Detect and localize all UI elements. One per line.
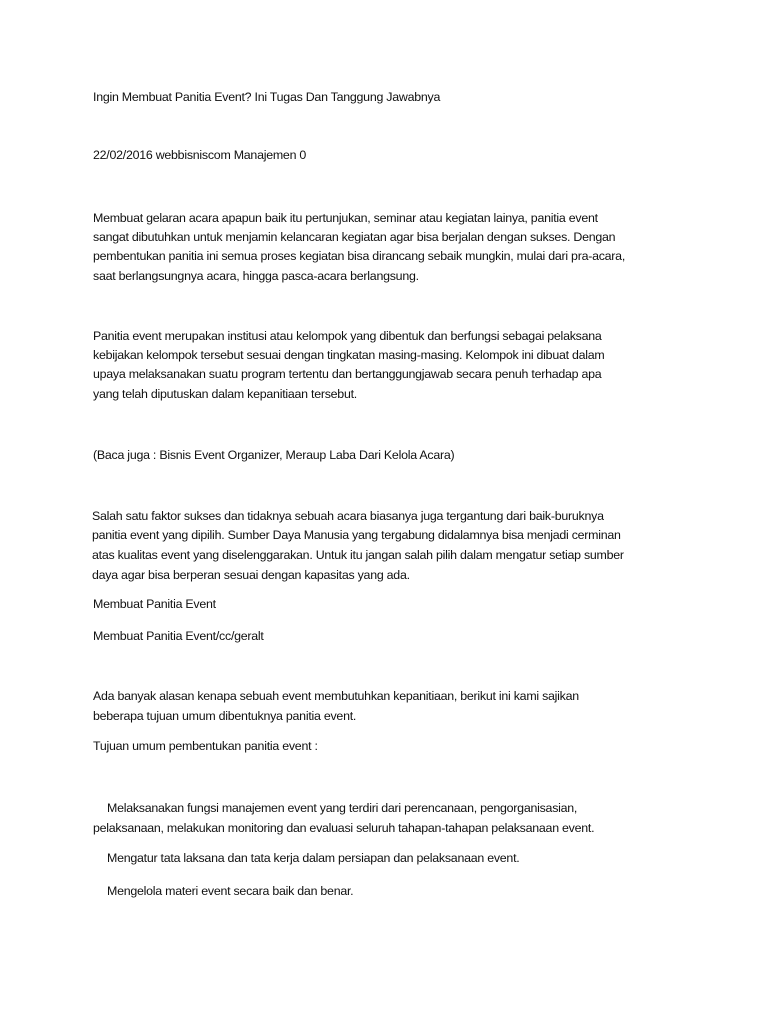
text-line: Salah satu faktor sukses dan tidaknya sebuah acara biasanya juga tergantung dari baik-buruknya bbox=[92, 509, 604, 523]
text-line: yang telah diputuskan dalam kepanitiaan tersebut. bbox=[93, 387, 357, 401]
text-line: kebijakan kelompok tersebut sesuai dengan tingkatan masing-masing. Kelompok ini dibuat dalam bbox=[93, 348, 605, 362]
text-line: Mengelola materi event secara baik dan benar. bbox=[107, 884, 354, 898]
text-line: daya agar bisa berperan sesuai dengan kapasitas yang ada. bbox=[92, 568, 410, 582]
text-line: Mengatur tata laksana dan tata kerja dalam persiapan dan pelaksanaan event. bbox=[107, 851, 520, 865]
text-line: Panitia event merupakan institusi atau kelompok yang dibentuk dan berfungsi sebagai pelaksana bbox=[93, 329, 602, 343]
text-line: saat berlangsungnya acara, hingga pasca-acara berlangsung. bbox=[93, 269, 419, 283]
text-line: beberapa tujuan umum dibentuknya panitia event. bbox=[93, 709, 357, 723]
see-also-note: (Baca juga : Bisnis Event Organizer, Meraup Laba Dari Kelola Acara) bbox=[93, 448, 455, 462]
text-line: Ada banyak alasan kenapa sebuah event membutuhkan kepanitiaan, berikut ini kami sajikan bbox=[93, 689, 579, 703]
text-line: atas kualitas event yang diselenggarakan. Untuk itu jangan salah pilih dalam mengatur setiap sumber bbox=[92, 548, 624, 562]
text-line: Melaksanakan fungsi manajemen event yang terdiri dari perencanaan, pengorganisasian, bbox=[107, 801, 578, 815]
image-caption: Membuat Panitia Event/cc/geralt bbox=[93, 629, 264, 643]
text-line: upaya melaksanakan suatu program tertentu dan bertanggungjawab secara penuh terhadap apa bbox=[93, 367, 602, 381]
text-line: sangat dibutuhkan untuk menjamin kelancaran kegiatan agar bisa berjalan dengan sukses. Dengan bbox=[93, 230, 616, 244]
list-heading: Tujuan umum pembentukan panitia event : bbox=[93, 739, 318, 753]
text-line: pelaksanaan, melakukan monitoring dan evaluasi seluruh tahapan-tahapan pelaksanaan event. bbox=[93, 821, 595, 835]
text-line: Membuat gelaran acara apapun baik itu pertunjukan, seminar atau kegiatan lainya, panitia event bbox=[93, 211, 598, 225]
text-line: pembentukan panitia ini semua proses kegiatan bisa dirancang sebaik mungkin, mulai dari pra-acara, bbox=[93, 249, 626, 263]
article-title: Ingin Membuat Panitia Event? Ini Tugas Dan Tanggung Jawabnya bbox=[93, 90, 441, 104]
text-line: panitia event yang dipilih. Sumber Daya Manusia yang tergabung didalamnya bisa menjadi cerminan bbox=[92, 528, 621, 542]
image-title: Membuat Panitia Event bbox=[93, 597, 216, 611]
article-meta: 22/02/2016 webbisniscom Manajemen 0 bbox=[93, 148, 307, 162]
